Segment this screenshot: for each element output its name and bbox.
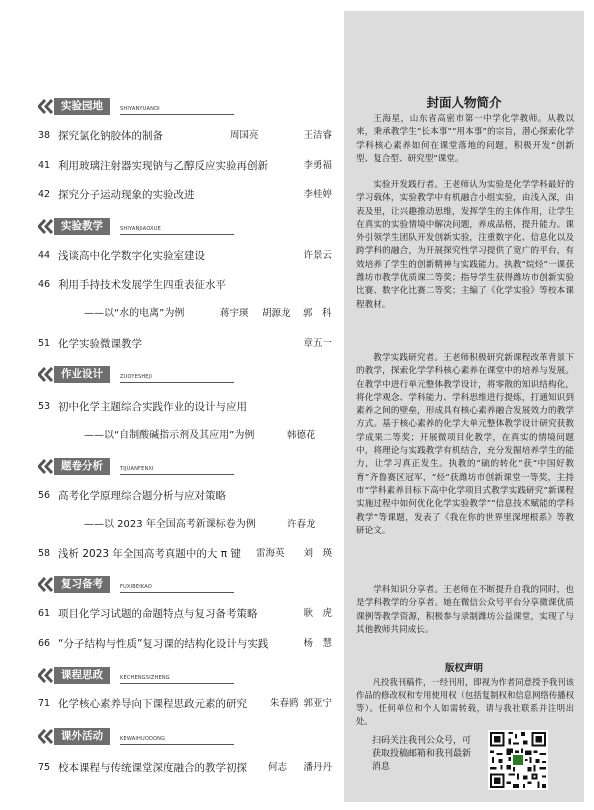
qr-code-icon[interactable] bbox=[488, 730, 548, 790]
page-number: 58 bbox=[38, 548, 51, 559]
author: 郭 科 bbox=[303, 308, 332, 319]
double-chevron-icon bbox=[38, 668, 54, 683]
section-pinyin: SHIYANJIAOXUE bbox=[120, 226, 161, 232]
double-chevron-icon bbox=[38, 459, 54, 474]
author: 胡源龙 bbox=[262, 308, 291, 319]
article-title[interactable]: “分子结构与性质”复习课的结构化设计与实践 bbox=[58, 638, 269, 650]
page-number: 53 bbox=[38, 401, 51, 412]
section-rule bbox=[120, 114, 234, 115]
section-pinyin: ZUOYESHEJI bbox=[120, 374, 153, 380]
article-title[interactable]: 初中化学主题综合实践作业的设计与应用 bbox=[58, 401, 247, 413]
section-rule bbox=[120, 234, 234, 235]
author: 雷海英 bbox=[256, 548, 285, 559]
toc-entry[interactable] bbox=[38, 158, 332, 174]
author: 许景云 bbox=[303, 250, 332, 261]
section-pinyin: TIJUANFENXI bbox=[120, 466, 154, 472]
double-chevron-icon bbox=[38, 99, 54, 114]
author: 王洁睿 bbox=[303, 130, 332, 141]
bio-paragraph: 学科知识分享者。王老师在不断提升自我的同时，也是学科教学的分享者。她在微信公众号平台分享微课优质课例等教学资源，积极参与录制潍坊公益课堂，实现了与其他教师共同成长。 bbox=[356, 585, 574, 635]
article-title[interactable]: 化学实验微课教学 bbox=[58, 338, 142, 350]
author: 耿 虎 bbox=[303, 608, 332, 619]
toc-entry[interactable] bbox=[38, 760, 332, 776]
toc-entry[interactable] bbox=[38, 399, 332, 415]
double-chevron-icon bbox=[38, 219, 54, 234]
author: 许春龙 bbox=[287, 519, 316, 530]
page-number: 66 bbox=[38, 638, 51, 649]
toc-entry[interactable] bbox=[38, 546, 332, 562]
toc-entry[interactable] bbox=[38, 336, 332, 352]
toc-entry[interactable] bbox=[38, 696, 332, 712]
cover-person-panel bbox=[344, 11, 584, 802]
author: 章五一 bbox=[303, 338, 332, 349]
article-subtitle: ——以 2023 年全国高考新课标卷为例 bbox=[84, 519, 256, 530]
bio-paragraph: 教学实践研究者。王老师积极研究新课程改革背景下的教学，探索化学学科核心素养在课堂中的培养与发展。在教学中进行单元整体教学设计，将零散的知识结构化，将化学观念、学科能力、学科思维进行提炼，打通知识到素养之间的壁垒，形成具有核心素养融合发展效力的教学方式。基于核心素养的化学大单元整体教学设计研究获教学成果二等奖；开展微项目化教学，在真实的情境问题中，将理论与实践教学有机结合，充分发掘培养学生的能力，让学习真正发生。执教的“硫的转化”获“中国好教育”齐鲁赛区冠军，“烃”获潍坊市创新课堂一等奖，主持市“学科素养目标下高中化学项目式教学实践研究”新课程实施过程中如何优化化学实验教学”“信息技术赋能的学科教学”等课题，发表了《我在你的世界里深埋根系》等教研论文。 bbox=[356, 353, 574, 536]
section-pinyin: SHIYANYUANDI bbox=[120, 106, 160, 112]
page-number: 46 bbox=[38, 279, 51, 290]
section-title: 作业设计 bbox=[54, 366, 110, 383]
article-subtitle: ——以“水的电离”为例 bbox=[84, 308, 185, 319]
toc-entry[interactable] bbox=[38, 636, 332, 652]
section-pinyin: KEWAIHUODONG bbox=[120, 736, 166, 742]
toc-entry[interactable] bbox=[38, 248, 332, 264]
panel-title: 封面人物简介 bbox=[426, 95, 502, 110]
page-number: 42 bbox=[38, 189, 51, 200]
toc-entry[interactable] bbox=[38, 277, 332, 293]
bio-paragraph: 实验开发践行者。王老师认为实验是化学学科最好的学习载体，实验教学中有机融合小组实验，由浅入深，由表及里，让兴趣推动思维，发挥学生的主体作用，让学生在真实的实验情境中解决问题，养成品格，提升能力。课外引领学生团队开发创新实验，注重数字化、信息化以及跨学科的融合，为开展探究性学习提供了宽广的平台，有效培养了学生的创新精神与实践能力。执教“烷烃”一课获潍坊市教学优质课二等奖；指导学生获得潍坊市创新实验比赛、数字化比赛二等奖；主编了《化学实验》等校本课程教材。 bbox=[356, 180, 574, 310]
double-chevron-icon bbox=[38, 367, 54, 382]
page-number: 61 bbox=[38, 608, 51, 619]
article-title[interactable]: 利用玻璃注射器实现钠与乙醇反应实验再创新 bbox=[58, 160, 268, 172]
toc-entry[interactable] bbox=[38, 606, 332, 622]
section-header-shiyanjiaoxue bbox=[38, 218, 234, 235]
page-number: 38 bbox=[38, 130, 51, 141]
author: 刘 瑛 bbox=[303, 548, 332, 559]
article-title[interactable]: 浅析 2023 年全国高考真题中的大 π 键 bbox=[58, 548, 241, 560]
page-number: 56 bbox=[38, 490, 51, 501]
section-rule bbox=[120, 683, 234, 684]
double-chevron-icon bbox=[38, 729, 54, 744]
author: 李桂婷 bbox=[303, 189, 332, 200]
section-title: 课外活动 bbox=[54, 728, 110, 745]
page-number: 75 bbox=[38, 762, 51, 773]
page-number: 51 bbox=[38, 338, 51, 349]
section-pinyin: FUXIBEIKAO bbox=[120, 584, 152, 590]
page-number: 71 bbox=[38, 698, 51, 709]
article-title[interactable]: 探究分子运动现象的实验改进 bbox=[58, 189, 195, 201]
section-rule bbox=[120, 592, 234, 593]
article-title[interactable]: 利用手持技术发展学生四重表征水平 bbox=[58, 279, 226, 291]
section-title: 实验园地 bbox=[54, 98, 110, 115]
section-header-kechengsizheng bbox=[38, 667, 234, 684]
article-title[interactable]: 高考化学原理综合题分析与应对策略 bbox=[58, 490, 226, 502]
author: 李勇福 bbox=[303, 160, 332, 171]
toc-entry[interactable] bbox=[38, 128, 332, 144]
section-title: 课程思政 bbox=[54, 667, 110, 684]
author: 蒋宇瑛 bbox=[220, 308, 249, 319]
section-title: 题卷分析 bbox=[54, 458, 110, 475]
copyright-text: 凡投我刊稿件，一经刊用，即视为作者同意授予我刊该作品的修改权和专用使用权（包括复制权和信息网络传播权等）。任何单位和个人如需转载，请与我社联系并注明出处。 bbox=[356, 677, 574, 726]
author: 郭亚宁 bbox=[303, 698, 332, 709]
page-number: 41 bbox=[38, 160, 51, 171]
section-header-shiyanyuandi bbox=[38, 98, 234, 115]
page-number: 44 bbox=[38, 250, 51, 261]
author: 朱春鸥 bbox=[270, 698, 299, 709]
author: 周国亮 bbox=[230, 130, 259, 141]
toc-entry[interactable] bbox=[38, 488, 332, 504]
author: 潘丹丹 bbox=[303, 762, 332, 773]
section-title: 复习备考 bbox=[54, 576, 110, 593]
section-title: 实验教学 bbox=[54, 218, 110, 235]
scan-prompt: 扫码关注我刊公众号，可获取投稿邮箱和我刊最新消息 bbox=[372, 736, 472, 772]
section-rule bbox=[120, 474, 234, 475]
bio-paragraph: 王海星，山东省高密市第一中学化学教师。从教以来，秉承教学生“长本事”“用本事”的宗旨，潜心探索化学学科核心素养如何在课堂落地的问题，积极开发“创新型、复合型、研究型”课堂。 bbox=[356, 114, 574, 164]
author: 何志 bbox=[268, 762, 288, 773]
article-title[interactable]: 浅谈高中化学数字化实验室建设 bbox=[58, 250, 205, 262]
author: 杨 慧 bbox=[303, 638, 332, 649]
section-pinyin: KECHENGSIZHENG bbox=[120, 675, 170, 681]
section-header-zuoyesheji bbox=[38, 366, 234, 383]
article-title[interactable]: 化学核心素养导向下课程思政元素的研究 bbox=[58, 698, 247, 710]
toc-entry[interactable] bbox=[38, 187, 332, 203]
section-rule bbox=[120, 744, 234, 745]
section-header-kewaihuodong bbox=[38, 728, 234, 745]
article-title[interactable]: 探究氯化钠胶体的制备 bbox=[58, 130, 163, 142]
section-rule bbox=[120, 382, 234, 383]
double-chevron-icon bbox=[38, 577, 54, 592]
author: 韩德花 bbox=[287, 430, 316, 441]
section-header-tijuanfenxi bbox=[38, 458, 234, 475]
article-subtitle: ——以“自制酸碱指示剂及其应用”为例 bbox=[84, 430, 255, 441]
section-header-fuxibeikao bbox=[38, 576, 234, 593]
copyright-title: 版权声明 bbox=[444, 663, 483, 674]
article-title[interactable]: 项目化学习试题的命题特点与复习备考策略 bbox=[58, 608, 258, 620]
article-title[interactable]: 校本课程与传统课堂深度融合的教学初探 bbox=[58, 762, 247, 774]
